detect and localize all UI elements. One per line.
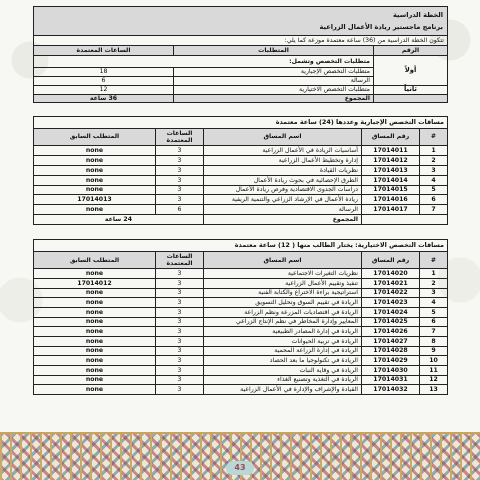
plan-req: متطلبات التخصص الاختيارية (174, 86, 374, 95)
course-row (34, 317, 448, 327)
second-label: ثانياً (374, 86, 448, 95)
course-row (33, 205, 447, 215)
course-name: الطرق الإحصائية في بحوث ريادة الأعمال (204, 175, 362, 185)
course-prerequisite: none (34, 269, 156, 279)
course-credit-hours: 3 (156, 269, 204, 279)
course-index: 5 (420, 307, 448, 317)
course-name: ريادة الأعمال في الإرشاد الزراعي والتنمية الريفية (204, 195, 362, 205)
course-credit-hours: 3 (156, 298, 204, 308)
course-credit-hours: 3 (156, 385, 204, 395)
compulsory-caption: مساقات التخصص الإجبارية وعددها (24) ساعة معتمدة (33, 117, 447, 129)
course-index: 1 (420, 146, 448, 156)
course-name: الريادة في إدارة الزراعة المحمية (204, 346, 362, 356)
compulsory-courses-table (33, 116, 448, 225)
plan-title: الخطة الدراسية (393, 11, 443, 19)
course-index: 4 (420, 298, 448, 308)
course-name: أساسيات الريادة في الأعمال الزراعية (204, 146, 362, 156)
course-row (34, 385, 448, 395)
course-index: 11 (420, 366, 448, 376)
course-code: 17014032 (362, 385, 420, 395)
course-credit-hours: 3 (156, 356, 204, 366)
course-prerequisite: none (33, 155, 155, 165)
course-row (33, 165, 447, 175)
course-code: 17014029 (362, 356, 420, 366)
course-row (33, 185, 447, 195)
course-row (34, 356, 448, 366)
includes-label: متطلبات التخصص وتشمل: (34, 56, 374, 68)
plan-title-block (34, 7, 448, 36)
header-prerequisite: المتطلب السابق (34, 252, 156, 269)
header-course-code: رقم المساق (362, 129, 420, 146)
course-prerequisite: 17014013 (33, 195, 155, 205)
course-row (33, 175, 447, 185)
course-name: تنفيذ وتقييم الأعمال الزراعية (204, 278, 362, 288)
course-prerequisite: none (33, 185, 155, 195)
course-name: نظريات التغيرات الاجتماعية (204, 269, 362, 279)
course-credit-hours: 3 (156, 336, 204, 346)
course-name: الريادة في تكنولوجيا ما بعد الحصاد (204, 356, 362, 366)
course-prerequisite: none (34, 327, 156, 337)
course-index: 8 (420, 336, 448, 346)
course-code: 17014021 (362, 278, 420, 288)
course-code: 17014012 (362, 155, 420, 165)
course-credit-hours: 3 (156, 366, 204, 376)
course-name: الرسالة (204, 205, 362, 215)
course-name: نظريات القيادة (204, 165, 362, 175)
course-code: 17014014 (362, 175, 420, 185)
course-name: القيادة والإشراف والإدارة في الأعمال الزراعية (204, 385, 362, 395)
plan-hours: 6 (34, 77, 174, 86)
course-prerequisite: none (34, 317, 156, 327)
course-credit-hours: 3 (156, 155, 204, 165)
col-requirements-header: المتطلبات (174, 46, 374, 56)
course-name: دراسات الجدوى الاقتصادية وفرص ريادة الأعمال (204, 185, 362, 195)
course-row (33, 195, 447, 205)
course-index: 6 (420, 317, 448, 327)
course-prerequisite: none (33, 205, 155, 215)
course-credit-hours: 6 (156, 205, 204, 215)
course-row (34, 269, 448, 279)
header-credit-hours: الساعات المعتمدة (156, 252, 204, 269)
course-name: الريادة في تقييم السوق وتحليل التسويق (204, 298, 362, 308)
course-credit-hours: 3 (156, 346, 204, 356)
course-prerequisite: none (33, 165, 155, 175)
course-name: الريادة في اقتصاديات المزرعة ونظم الزراعة (204, 307, 362, 317)
course-credit-hours: 3 (156, 185, 204, 195)
course-name: الريادة في وقاية النبات (204, 366, 362, 376)
course-credit-hours: 3 (156, 375, 204, 385)
course-code: 17014020 (362, 269, 420, 279)
course-prerequisite: none (34, 346, 156, 356)
course-name: المعايير وإدارة المخاطر في نظم الإنتاج الزراعي (204, 317, 362, 327)
course-row (34, 366, 448, 376)
plan-req: متطلبات التخصص الإجبارية (174, 68, 374, 77)
course-credit-hours: 3 (156, 146, 204, 156)
course-prerequisite: none (34, 366, 156, 376)
header-index: # (420, 129, 448, 146)
course-credit-hours: 3 (156, 288, 204, 298)
course-code: 17014023 (362, 298, 420, 308)
course-code: 17014015 (362, 185, 420, 195)
header-index: # (420, 252, 448, 269)
course-row (34, 336, 448, 346)
col-hours-header: الساعات المعتمدة (34, 46, 174, 56)
course-index: 6 (420, 195, 448, 205)
first-label: أولاً (374, 56, 448, 86)
course-prerequisite: none (34, 298, 156, 308)
header-course-code: رقم المساق (362, 252, 420, 269)
course-prerequisite: none (34, 385, 156, 395)
course-prerequisite: none (34, 356, 156, 366)
course-prerequisite: none (34, 307, 156, 317)
course-index: 10 (420, 356, 448, 366)
course-name: الريادة في التغذية وتصنيع الغذاء (204, 375, 362, 385)
course-index: 3 (420, 165, 448, 175)
course-index: 9 (420, 346, 448, 356)
header-course-name: اسم المساق (204, 252, 362, 269)
course-prerequisite: none (33, 146, 155, 156)
course-index: 1 (420, 269, 448, 279)
document-content (34, 6, 448, 395)
elective-courses-table (33, 239, 448, 395)
course-row (33, 155, 447, 165)
course-code: 17014013 (362, 165, 420, 175)
compulsory-total-hours: 24 ساعة (33, 215, 203, 225)
course-credit-hours: 3 (156, 327, 204, 337)
course-code: 17014027 (362, 336, 420, 346)
course-row (34, 288, 448, 298)
course-index: 3 (420, 288, 448, 298)
course-index: 4 (420, 175, 448, 185)
course-index: 7 (420, 205, 448, 215)
plan-total-hours: 36 ساعة (34, 94, 174, 102)
col-number-header: الرقم (374, 46, 448, 56)
plan-row (34, 86, 448, 95)
plan-subtitle: برنامج ماجستير ريادة الأعمال الزراعية (319, 23, 443, 31)
course-prerequisite: none (34, 288, 156, 298)
page-number: 43 (226, 461, 254, 475)
course-credit-hours: 3 (156, 317, 204, 327)
course-row (34, 327, 448, 337)
study-plan-summary-table (33, 6, 448, 103)
course-code: 17014030 (362, 366, 420, 376)
course-code: 17014028 (362, 346, 420, 356)
plan-req: الرسالة (174, 77, 374, 86)
course-code: 17014022 (362, 288, 420, 298)
course-prerequisite: none (33, 175, 155, 185)
course-credit-hours: 3 (156, 165, 204, 175)
course-prerequisite: 17014012 (34, 278, 156, 288)
elective-caption: مساقات التخصص الاختيارية: يختار الطالب منها ( 12) ساعة معتمدة (34, 240, 448, 252)
course-index: 12 (420, 375, 448, 385)
course-credit-hours: 3 (156, 195, 204, 205)
elective-rows (34, 269, 448, 395)
course-name: الريادة في إدارة المصادر الطبيعية (204, 327, 362, 337)
plan-total-label: المجموع (174, 94, 374, 102)
course-index: 13 (420, 385, 448, 395)
plan-hours: 12 (34, 86, 174, 95)
course-name: استراتيجية براءة الاختراع والكتابة الفنية (204, 288, 362, 298)
compulsory-rows (33, 146, 447, 215)
header-prerequisite: المتطلب السابق (33, 129, 155, 146)
course-code: 17014017 (362, 205, 420, 215)
course-code: 17014026 (362, 327, 420, 337)
course-credit-hours: 3 (156, 175, 204, 185)
course-name: إدارة وتخطيط الأعمال الزراعية (204, 155, 362, 165)
course-prerequisite: none (34, 336, 156, 346)
course-code: 17014011 (362, 146, 420, 156)
course-row (34, 278, 448, 288)
course-row (34, 307, 448, 317)
course-credit-hours: 3 (156, 278, 204, 288)
course-index: 2 (420, 155, 448, 165)
header-credit-hours: الساعات المعتمدة (156, 129, 204, 146)
course-name: الريادة في تربية الحيوانات (204, 336, 362, 346)
compulsory-total-label: المجموع (204, 215, 362, 225)
course-prerequisite: none (34, 375, 156, 385)
course-index: 5 (420, 185, 448, 195)
course-index: 2 (420, 278, 448, 288)
course-row (34, 346, 448, 356)
course-index: 7 (420, 327, 448, 337)
course-code: 17014025 (362, 317, 420, 327)
course-credit-hours: 3 (156, 307, 204, 317)
plan-hours: 18 (34, 68, 174, 77)
course-row (34, 375, 448, 385)
course-code: 17014031 (362, 375, 420, 385)
course-code: 17014024 (362, 307, 420, 317)
course-row (33, 146, 447, 156)
course-row (34, 298, 448, 308)
header-course-name: اسم المساق (204, 129, 362, 146)
plan-intro: تتكون الخطة الدراسية من (36) ساعة معتمدة موزعة كما يلي: (34, 36, 448, 46)
course-code: 17014016 (362, 195, 420, 205)
